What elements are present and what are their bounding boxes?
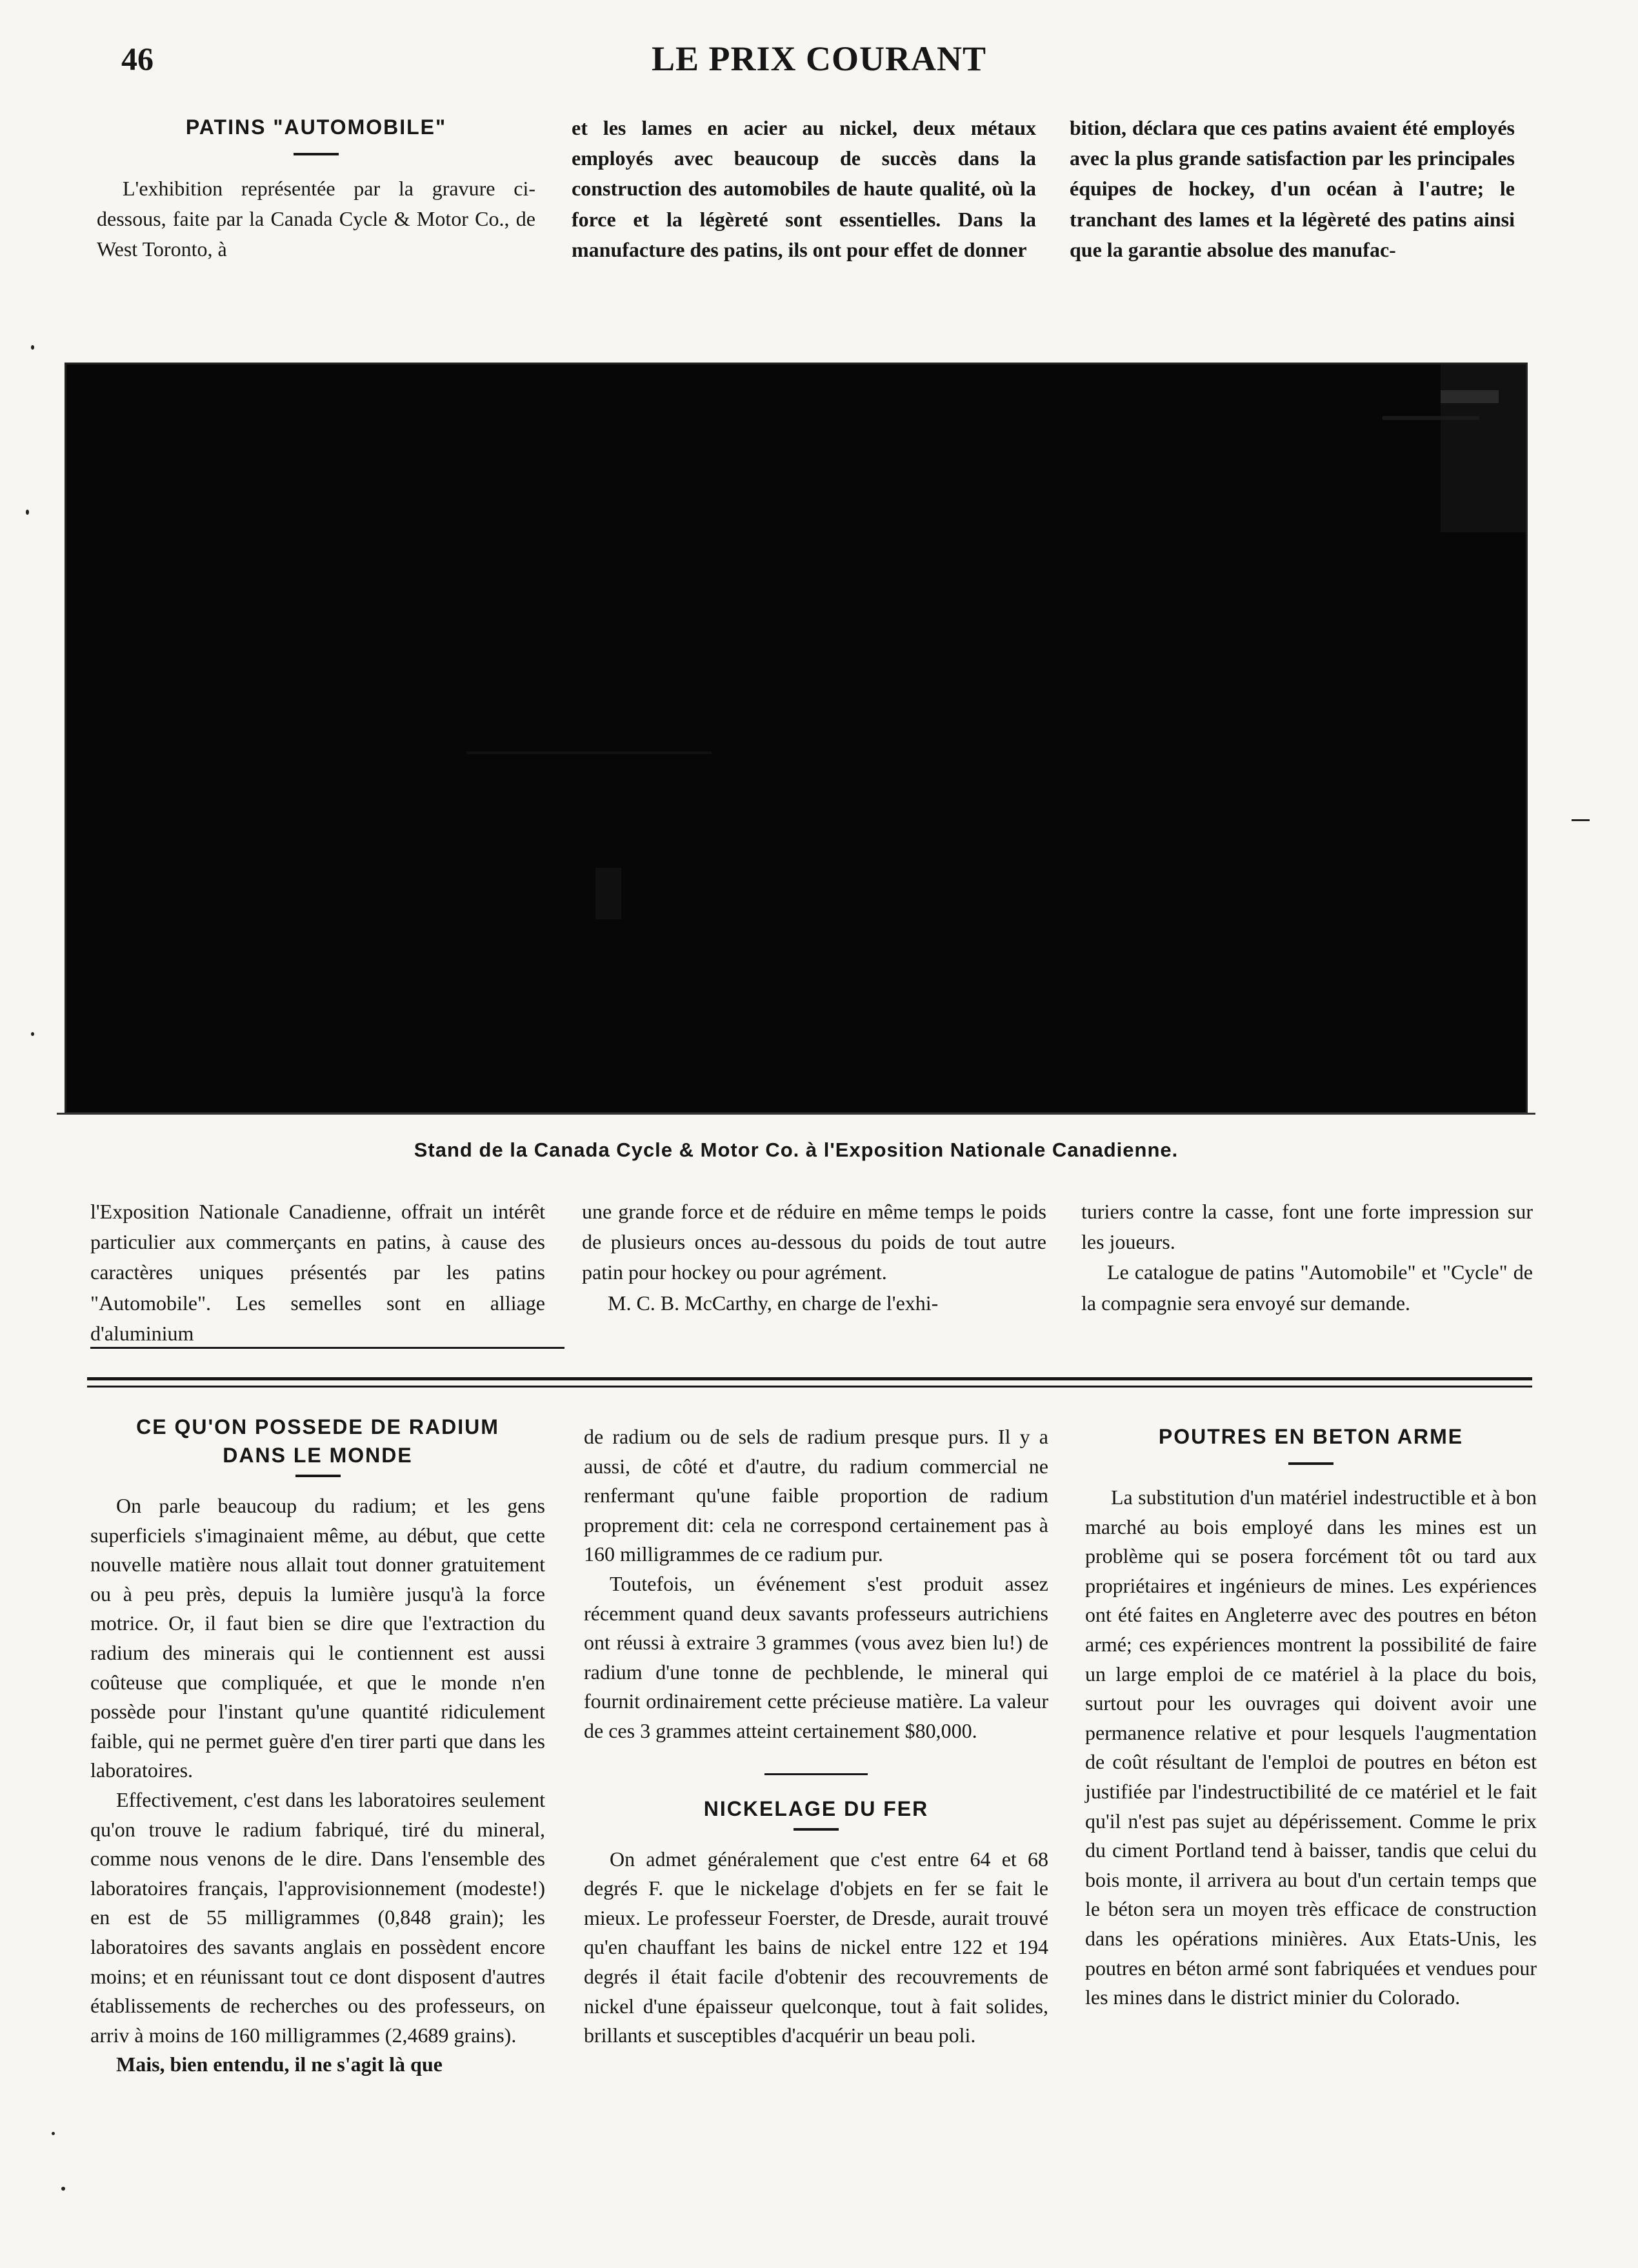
patins-col2-bottom-text-2: M. C. B. McCarthy, en charge de l'exhi- [608, 1291, 939, 1315]
middle-column [584, 1422, 1048, 2051]
print-speck [31, 1032, 34, 1036]
column-end-rule [90, 1347, 564, 1349]
title-divider [1288, 1462, 1333, 1465]
radium-col2-paragraph-1: de radium ou de sels de radium presque purs. Il y a aussi, de côté et d'autre, du radium commercial ne renfermant qu'une faible proportion de radium proprement dit: cela ne correspond certainement pas à 160 milligrammes de ce radium pur. [584, 1425, 1048, 1566]
patins-column-3-bottom [1081, 1197, 1533, 1318]
poutres-paragraph: La substitution d'un matériel indestructible et à bon marché au bois employé dans les mines est un problème qui se posera forcément tôt ou tard aux propriétaires et ingénieurs de mines. Les expériences ont été faites en Angleterre avec des poutres en béton armé; ces expériences montrent la possibilité de faire un large emploi de ce matériel à la place du bois, surtout pour les ouvrages qui doivent avoir une permanence relative et pour lesquels l'augmentation de coût résultant de l'emploi de poutres en béton est justifiée par l'indestructibilité de ce matériel et le fait qu'il n'est pas sujet au dépérissement. Comme le prix du ciment Portland tend à baisser, tandis que celui du bois monte, il arrivera au bout d'un certain temps que le béton sera un moyen très efficace de construction dans les opérations minières. Aux Etats-Unis, les poutres en béton armé sont fabriquées et vendues pour les mines dans le district minier du Colorado. [1085, 1486, 1537, 2009]
nickelage-title: NICKELAGE DU FER [703, 1796, 929, 1820]
title-divider [295, 1475, 341, 1477]
poutres-column [1085, 1422, 1537, 2013]
title-divider [294, 153, 339, 155]
photo-bottom-rule [57, 1113, 1535, 1115]
radium-title-line-1: CE QU'ON POSSEDE DE RADIUM [136, 1415, 499, 1438]
patins-col3-bottom-text-2: Le catalogue de patins "Automobile" et "Cycle" de la compagnie sera envoyé sur demande. [1081, 1260, 1533, 1315]
print-speck [31, 345, 34, 350]
patins-column-2-top [572, 113, 1036, 265]
radium-title-line-2: DANS LE MONDE [223, 1444, 413, 1467]
patins-col3-bottom-text-1: turiers contre la casse, font une forte impression sur les joueurs. [1081, 1200, 1533, 1254]
running-title: LE PRIX COURANT [651, 39, 987, 78]
nickelage-paragraph: On admet généralement que c'est entre 64 et 68 degrés F. que le nickelage d'objets en fer se fait le mieux. Le professeur Foerster, de Dresde, aurait trouvé qu'en chauffant les bains de nickel entre 122 et 194 degrés il était facile d'obtenir des recouvrements de nickel d'une épaisseur quelconque, tout à fait solides, brillants et susceptibles d'acquérir un beau poli. [584, 1847, 1048, 2047]
patins-title: PATINS "AUTOMOBILE" [185, 115, 447, 139]
patins-col1-top-text: L'exhibition représentée par la gravure ci-dessous, faite par la Canada Cycle & Motor Co., de West Toronto, à [97, 177, 535, 261]
section-rule-thin [87, 1386, 1532, 1388]
radium-col2-paragraph-2: Toutefois, un événement s'est produit assez récemment quand deux savants professeurs autrichiens ont réussi à extraire 3 grammes (vous avez bien lu!) de radium d'une tonne de pechblende, le mineral qui fournit ordinairement cette précieuse matière. La valeur de ces 3 grammes atteint certainement $80,000. [584, 1571, 1048, 1742]
patins-column-3-top [1070, 113, 1515, 265]
title-divider [794, 1828, 839, 1831]
patins-col2-top-text: et les lames en acier au nickel, deux métaux employés avec beaucoup de succès dans la construction des automobiles de haute qualité, où la force et la légèreté sont essentielles. Dans la manufacture des patins, ils ont pour effet de donner [572, 116, 1036, 261]
section-rule-thick [87, 1377, 1532, 1380]
print-speck [61, 2187, 65, 2191]
radium-column-1 [90, 1413, 545, 2080]
patins-column-1-bottom [90, 1197, 545, 1349]
radium-paragraph-1: On parle beaucoup du radium; et les gens superficiels s'imaginaient même, au début, que cette nouvelle matière nous allait tout donner gratuitement ou à peu près, depuis la lumière jusqu'à la force motrice. Or, il faut bien se dire que l'extraction du radium des minerais qui le contiennent est aussi coûteuse que compliquée, et que le monde n'en possède pour l'instant qu'une quantité ridiculement faible, qui ne permet guère d'en tirer parti que dans les laboratoires. [90, 1494, 545, 1782]
patins-col2-bottom-text-1: une grande force et de réduire en même temps le poids de plusieurs onces au-dessous du poids de tout autre patin pour hockey ou pour agrément. [582, 1200, 1046, 1284]
radium-paragraph-2: Effectivement, c'est dans les laboratoires seulement qu'on trouve le radium fabriqué, tiré du mineral, comme nous venons de le dire. Dans l'ensemble des laboratoires français, l'approvisionnement (modeste!) en est de 55 milligrammes (0,848 grain); les laboratoires des savants anglais en possèdent encore moins; et en réunissant tout ce dont disposent d'autres établissements de recherches ou des professeurs, on arriv à moins de 160 milligrammes (2,4689 grains). [90, 1787, 545, 2047]
print-speck [1572, 819, 1590, 821]
photo-caption: Stand de la Canada Cycle & Motor Co. à l'Exposition Nationale Canadienne. [414, 1139, 1179, 1161]
patins-column-1-top [97, 113, 535, 265]
radium-paragraph-3: Mais, bien entendu, il ne s'agit là que [116, 2053, 443, 2076]
patins-column-2-bottom [582, 1197, 1046, 1318]
article-separator [764, 1773, 868, 1775]
patins-col3-top-text: bition, déclara que ces patins avaient été employés avec la plus grande satisfaction par les principales équipes de hockey, d'un océan à l'autre; le tranchant des lames et la légèreté des patins ainsi que la garantie absolue des manufac- [1070, 116, 1515, 261]
poutres-title: POUTRES EN BETON ARME [1158, 1425, 1464, 1448]
patins-col1-bottom-text: l'Exposition Nationale Canadienne, offrait un intérêt particulier aux commerçants en patins, à cause des caractères uniques présentés par les patins "Automobile". Les semelles sont en alliage d'aluminium [90, 1200, 545, 1345]
stand-photograph [65, 363, 1528, 1114]
print-speck [26, 510, 29, 515]
photo-image [66, 364, 1526, 1112]
print-speck [52, 2132, 55, 2135]
page-number: 46 [121, 41, 154, 77]
